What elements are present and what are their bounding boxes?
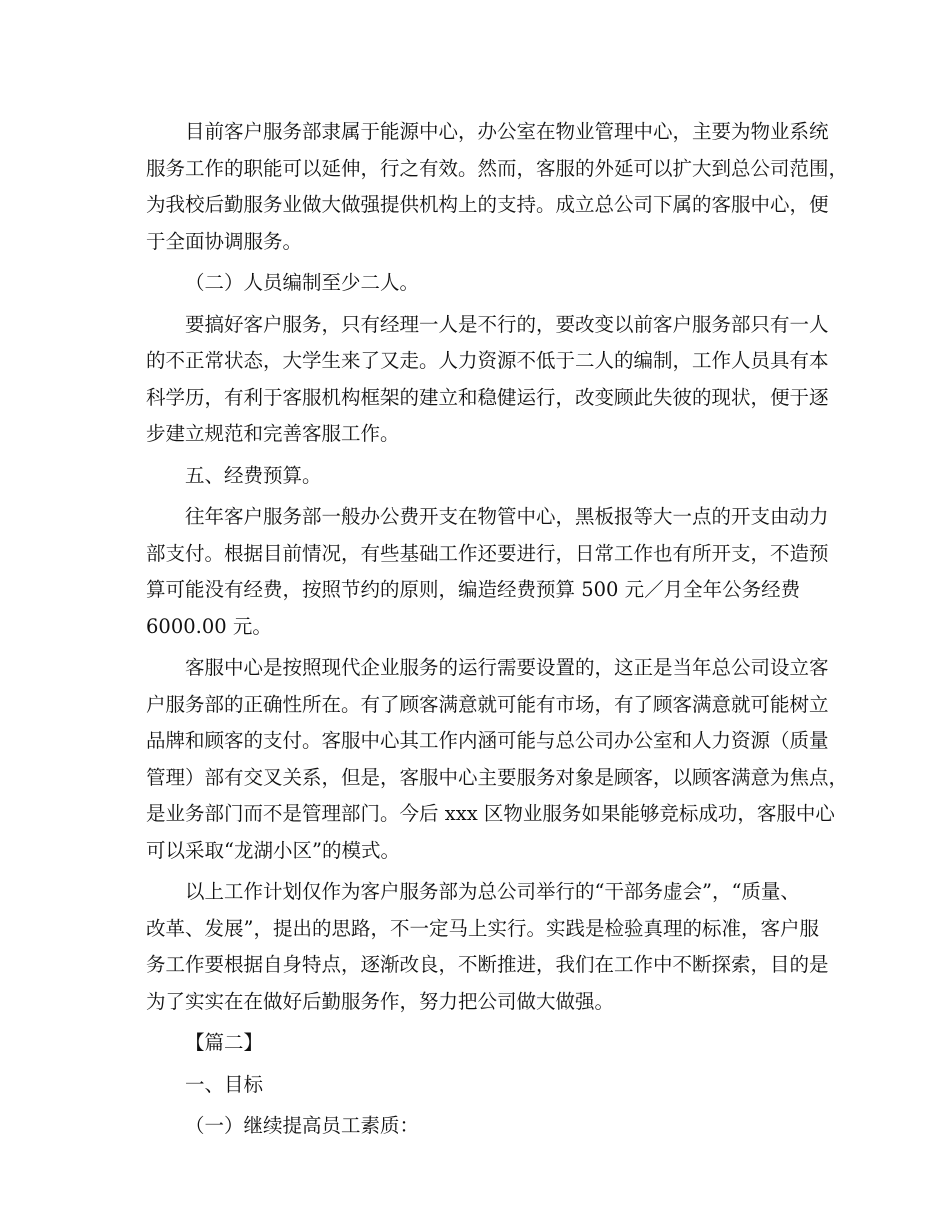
section-heading: （二）人员编制至少二人。: [185, 271, 420, 294]
paragraph-line: 6000.00 元。: [146, 614, 272, 638]
paragraph: [146, 114, 849, 260]
paragraph-line: 算可能没有经费，按照节约的原则，编造经费预算 500 元／月全年公务经费: [146, 578, 801, 601]
section-heading: （一）继续提高员工素质：: [185, 1114, 420, 1137]
paragraph: [146, 307, 829, 453]
paragraph-line: 管理）部有交叉关系，但是，客服中心主要服务对象是顾客，以顾客满意为焦点，: [146, 765, 849, 789]
section-heading: 一、目标: [185, 1072, 264, 1096]
paragraph-line: 目前客户服务部隶属于能源中心，办公室在物业管理中心，主要为物业系统: [185, 120, 829, 143]
paragraph-line: 品牌和顾客的支付。客服中心其工作内涵可能与总公司办公室和人力资源（质量: [146, 729, 829, 752]
paragraph-line: 以上工作计划仅作为客户服务部为总公司举行的“干部务虚会”，“质量、: [185, 880, 800, 903]
paragraph-line: 是业务部门而不是管理部门。今后 xxx 区物业服务如果能够竞标成功，客服中心: [146, 802, 835, 825]
paragraph-line: 为了实实在在做好后勤服务作，努力把公司做大做强。: [146, 989, 615, 1013]
paragraph-line: 客服中心是按照现代企业服务的运行需要设置的，这正是当年总公司设立客: [185, 656, 829, 679]
paragraph-line: 往年客户服务部一般办公费开支在物管中心，黑板报等大一点的开支由动力: [185, 505, 829, 528]
paragraph: [146, 499, 829, 645]
paragraph-line: 改革、发展”，提出的思路，不一定马上实行。实践是检验真理的标准，客户服: [146, 916, 819, 940]
paragraph-line: 服务工作的职能可以延伸，行之有效。然而，客服的外延可以扩大到总公司范围，: [146, 156, 849, 180]
paragraph-line: 的不正常状态，大学生来了又走。人力资源不低于二人的编制，工作人员具有本: [146, 349, 829, 372]
paragraph: [146, 874, 829, 1020]
section-heading: 五、经费预算。: [185, 463, 322, 487]
paragraph-line: 务工作要根据自身特点，逐渐改良，不断推进，我们在工作中不断探索，目的是: [146, 953, 829, 976]
paragraph-line: 可以采取“龙湖小区”的模式。: [146, 838, 400, 862]
paragraph-line: 部支付。根据目前情况，有些基础工作还要进行，日常工作也有所开支，不造预: [146, 541, 829, 565]
paragraph-line: 步建立规范和完善客服工作。: [146, 422, 400, 445]
section-heading: 【篇二】: [185, 1031, 264, 1054]
paragraph-line: 于全面协调服务。: [146, 229, 303, 253]
paragraph-line: 户服务部的正确性所在。有了顾客满意就可能有市场，有了顾客满意就可能树立: [146, 692, 829, 716]
paragraph-line: 要搞好客户服务，只有经理一人是不行的，要改变以前客户服务部只有一人: [185, 312, 829, 336]
paragraph-line: 科学历，有利于客服机构框架的建立和稳健运行，改变顾此失彼的现状，便于逐: [146, 385, 829, 409]
paragraph: [146, 650, 849, 869]
document-body: [146, 114, 849, 1150]
paragraph-line: 为我校后勤服务业做大做强提供机构上的支持。成立总公司下属的客服中心，便: [146, 193, 829, 216]
